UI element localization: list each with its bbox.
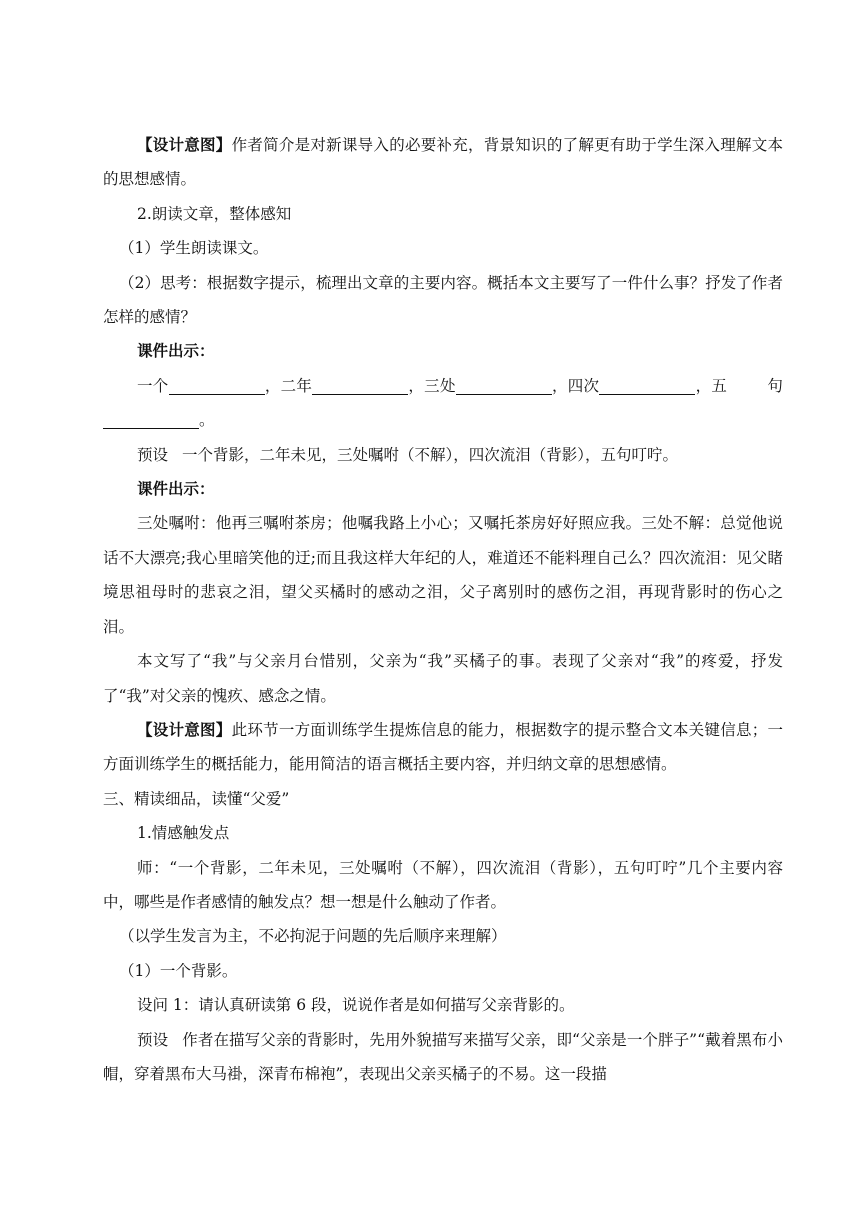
step-1-text: （1）学生朗读课文。 xyxy=(119,239,269,258)
document-page xyxy=(103,128,783,1091)
design-intent-text: 作者简介是对新课导入的必要补充，背景知识的了解更有助于学生深入理解文本的思想感情。 xyxy=(103,136,783,189)
fill-text-g: 。 xyxy=(199,411,215,430)
preset-label-2: 预设 xyxy=(137,1030,169,1049)
fill-text-a: 一个 xyxy=(137,376,169,395)
courseware-label-2: 课件出示： xyxy=(137,480,215,499)
teacher-question-paragraph: 师：“一个背影，二年未见，三处嘱咐（不解），四次流泪（背影），五句叮咛”几个主要内容中，哪些是作者感情的触发点？想一想是什么触动了作者。 xyxy=(103,858,783,911)
courseware-label-1: 课件出示： xyxy=(137,342,215,361)
blank-5 xyxy=(103,410,199,429)
preset-text: 一个背影，二年未见，三处嘱咐（不解），四次流泪（背影），五句叮咛。 xyxy=(182,445,679,464)
fill-text-c: ，三处 xyxy=(408,376,456,395)
subheading-trigger-point: 1.情感触发点 xyxy=(137,824,230,843)
blank-1 xyxy=(169,376,265,395)
design-intent-text-2: 此环节一方面训练学生提炼信息的能力，根据数字的提示整合文本关键信息；一方面训练学生的概括能力，能用简洁的语言概括主要内容，并归纳文章的思想感情。 xyxy=(103,720,783,774)
fill-text-b: ，二年 xyxy=(264,376,313,395)
preset-answer-1 xyxy=(103,438,783,472)
item-one-back-view: （1）一个背影。 xyxy=(119,961,238,980)
fill-in-blank-line xyxy=(103,369,783,438)
fill-text-f: 句 xyxy=(767,376,783,395)
fill-text-e: ，五 xyxy=(695,376,728,395)
preset-answer-2 xyxy=(103,1023,783,1092)
note-paragraph: （以学生发言为主，不必拘泥于问题的先后顺序来理解） xyxy=(119,927,507,946)
blank-4 xyxy=(599,376,695,395)
instructions-paragraph: 三处嘱咐：他再三嘱咐茶房；他嘱我路上小心；又嘱托茶房好好照应我。三处不解：总觉他说话不大漂亮;我心里暗笑他的迂;而且我这样大年纪的人，难道还不能料理自己么？四次流泪：见父睹境思祖母时的悲哀之泪，望父买橘时的感动之泪，父子离别时的感伤之泪，再现背影时的伤心之泪。 xyxy=(103,514,783,636)
preset-label: 预设 xyxy=(137,445,169,464)
design-intent-label: 【设计意图】 xyxy=(137,136,232,154)
preset-text-2: 作者在描写父亲的背影时，先用外貌描写来描写父亲，即“父亲是一个胖子”“戴着黑布小帽，穿着黑布大马褂，深青布棉袍”，表现出父亲买橘子的不易。这一段描 xyxy=(103,1030,783,1083)
summary-paragraph: 本文写了“我”与父亲月台惜别，父亲为“我”买橘子的事。表现了父亲对“我”的疼爱，抒发了“我”对父亲的愧疚、感念之情。 xyxy=(103,652,783,705)
blank-2 xyxy=(312,376,408,395)
fill-text-d: ，四次 xyxy=(551,376,600,395)
design-intent-paragraph-1 xyxy=(103,128,783,197)
step-2-text: （2）思考：根据数字提示，梳理出文章的主要内容。概括本文主要写了一件什么事？抒发了作者怎样的感情？ xyxy=(103,273,783,327)
design-intent-paragraph-2 xyxy=(103,713,783,782)
section-heading-read-aloud: 2.朗读文章，整体感知 xyxy=(137,204,292,223)
question-1-paragraph: 设问 1：请认真研读第 6 段，说说作者是如何描写父亲背影的。 xyxy=(137,996,575,1015)
design-intent-label-2: 【设计意图】 xyxy=(137,720,232,739)
section-heading-3: 三、精读细品，读懂“父爱” xyxy=(103,789,290,808)
blank-3 xyxy=(456,376,552,395)
